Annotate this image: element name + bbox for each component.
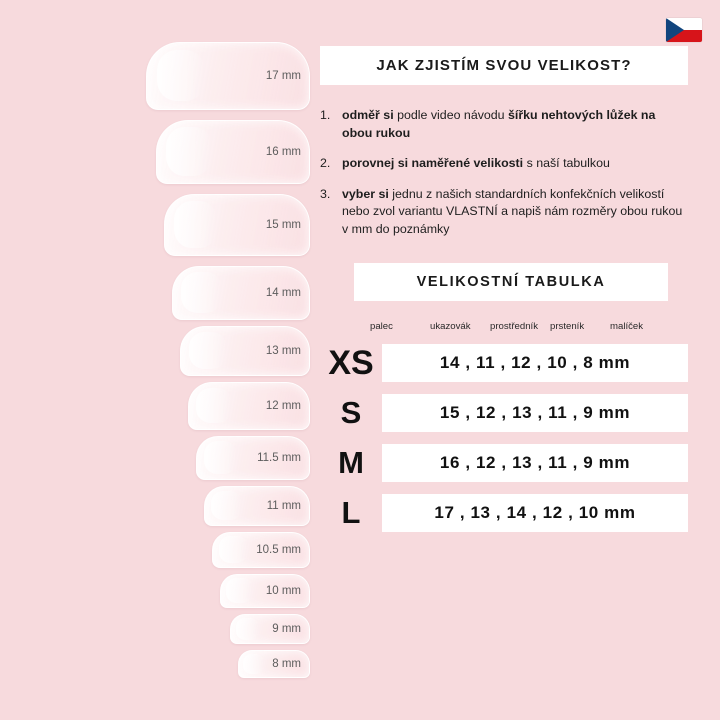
size-values-m: 16 , 12 , 13 , 11 , 9 mm xyxy=(382,444,688,482)
nail-tip-10mm xyxy=(220,574,310,608)
size-table-rows xyxy=(320,344,688,532)
nail-size-label: 16 mm xyxy=(265,146,301,158)
nail-size-label: 13 mm xyxy=(265,345,301,357)
nail-tip-11mm xyxy=(204,486,310,526)
nail-tip-14mm xyxy=(172,266,310,320)
size-row-l xyxy=(320,494,688,532)
finger-label-3: prsteník xyxy=(550,320,585,332)
nail-gloss-highlight xyxy=(189,332,227,369)
finger-label-2: prostředník xyxy=(490,320,538,332)
step-text: s naší tabulkou xyxy=(523,156,610,171)
step-number: 3. xyxy=(320,186,331,201)
nail-tip-10.5mm xyxy=(212,532,310,568)
size-row-s xyxy=(320,394,688,432)
nail-gloss-highlight xyxy=(243,654,264,674)
nail-size-label: 15 mm xyxy=(265,219,301,231)
size-letter-m: M xyxy=(338,445,364,481)
size-values-xs: 14 , 11 , 12 , 10 , 8 mm xyxy=(382,344,688,382)
page-title: JAK ZJISTÍM SVOU VELIKOST? xyxy=(320,46,688,85)
size-letter-xs: XS xyxy=(328,343,374,382)
size-values-l: 17 , 13 , 14 , 12 , 10 mm xyxy=(382,494,688,532)
step-text: jednu z našich standardních konfekčních velikostí nebo zvol variantu VLASTNÍ a napiš nám rozměry obou rukou v mm do poznámky xyxy=(342,186,683,237)
nail-tip-17mm xyxy=(146,42,310,110)
nail-tip-16mm xyxy=(156,120,310,184)
finger-label-4: malíček xyxy=(610,320,644,332)
nail-gloss-highlight xyxy=(166,127,212,175)
nail-size-illustrations xyxy=(60,30,310,690)
nail-size-label: 11 mm xyxy=(266,500,301,512)
nail-size-label: 10.5 mm xyxy=(256,544,301,556)
nail-tip-11.5mm xyxy=(196,436,310,480)
step-emphasis: odměř si xyxy=(342,108,394,122)
nail-gloss-highlight xyxy=(157,50,206,101)
nail-size-label: 12 mm xyxy=(265,400,301,412)
instruction-step-1 xyxy=(320,107,688,142)
size-table-title: VELIKOSTNÍ TABULKA xyxy=(354,263,668,301)
instruction-steps xyxy=(320,107,688,239)
nail-gloss-highlight xyxy=(196,388,232,424)
step-emphasis-2: šířku nehtových lůžek na obou rukou xyxy=(342,108,656,140)
nail-gloss-highlight xyxy=(211,491,242,521)
nail-size-label: 8 mm xyxy=(272,658,301,670)
instruction-step-3 xyxy=(320,186,688,239)
nail-gloss-highlight xyxy=(226,578,252,603)
nail-tip-8mm xyxy=(238,650,310,678)
nail-size-label: 11.5 mm xyxy=(257,452,301,464)
nail-size-label: 9 mm xyxy=(272,623,301,635)
nail-size-label: 10 mm xyxy=(265,585,301,597)
nail-tip-12mm xyxy=(188,382,310,430)
size-letter-s: S xyxy=(340,395,362,431)
nail-gloss-highlight xyxy=(174,201,217,248)
size-row-xs xyxy=(320,344,688,382)
instruction-step-2 xyxy=(320,155,688,173)
nail-gloss-highlight xyxy=(181,272,222,313)
step-text: podle video návodu xyxy=(393,108,509,122)
flag-blue-triangle xyxy=(666,18,684,42)
finger-label-1: ukazovák xyxy=(430,320,471,332)
step-number: 1. xyxy=(320,108,331,122)
size-values-s: 15 , 12 , 13 , 11 , 9 mm xyxy=(382,394,688,432)
nail-gloss-highlight xyxy=(204,441,238,474)
step-emphasis: porovnej si naměřené velikosti xyxy=(342,156,524,171)
finger-label-0: palec xyxy=(370,320,393,332)
nail-gloss-highlight xyxy=(219,536,248,563)
nail-tip-15mm xyxy=(164,194,310,256)
finger-labels-row xyxy=(370,321,670,332)
step-emphasis: vyber si xyxy=(342,186,389,201)
nail-size-label: 17 mm xyxy=(265,70,301,82)
step-number: 2. xyxy=(320,156,331,171)
nail-tip-9mm xyxy=(230,614,310,644)
nail-tip-13mm xyxy=(180,326,310,376)
nail-gloss-highlight xyxy=(236,618,259,640)
size-row-m xyxy=(320,444,688,482)
info-panel xyxy=(320,46,688,532)
nail-size-label: 14 mm xyxy=(265,287,301,299)
czech-flag-icon xyxy=(666,18,702,42)
size-letter-l: L xyxy=(341,495,361,531)
